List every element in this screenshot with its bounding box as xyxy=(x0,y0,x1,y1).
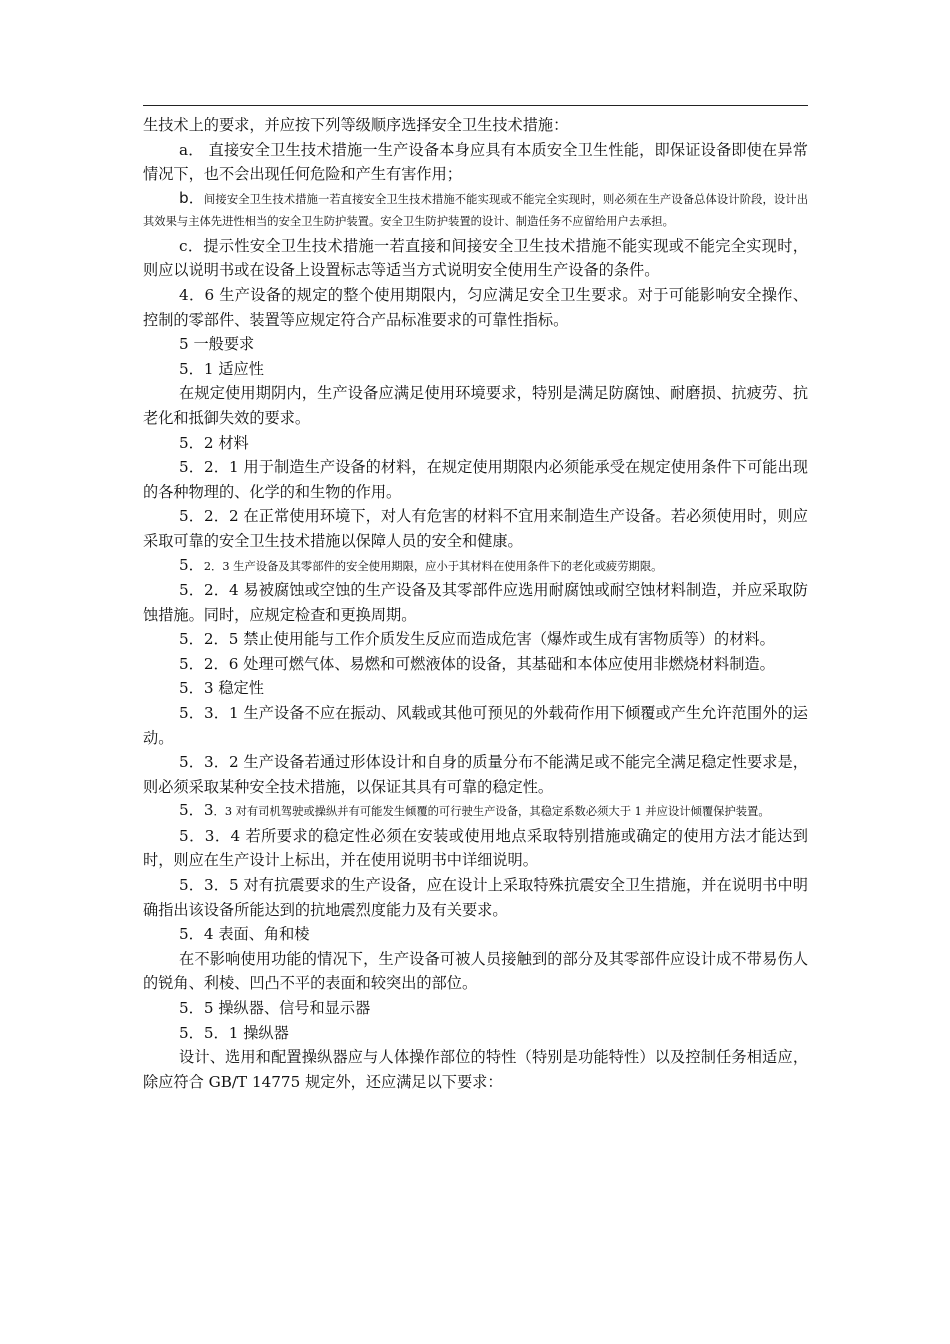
paragraph: 生技术上的要求，并应按下列等级顺序选择安全卫生技术措施： xyxy=(143,116,569,134)
paragraph: 5．2．2 在正常使用环境下，对人有危害的材料不宜用来制造生产设备。若必须使用时，则应采取可靠的安全卫生技术措施以保障人员的安全和健康。 xyxy=(143,507,808,550)
paragraph: 5．3．1 生产设备不应在振动、风载或其他可预见的外载荷作用下倾覆或产生允许范围外的运动。 xyxy=(143,703,808,747)
section-heading: 5．4 表面、角和棱 xyxy=(179,925,310,944)
paragraph-text: ．3 对有司机驾驶或操纵并有可能发生倾覆的可行驶生产设备，其稳定系数必须大于 1 并应设计倾覆保护装置。 xyxy=(213,805,770,819)
paragraph: 5．2．4 易被腐蚀或空蚀的生产设备及其零部件应选用耐腐蚀或耐空蚀材料制造，并应采取防蚀措施。同时，应规定检查和更换周期。 xyxy=(143,581,808,624)
paragraph xyxy=(143,554,808,579)
paragraph: 在不影响使用功能的情况下，生产设备可被人员接触到的部分及其零部件应设计成不带易伤人的锐角、利棱、凹凸不平的表面和较突出的部位。 xyxy=(143,949,808,993)
paragraph: 设计、选用和配置操纵器应与人体操作部位的特性（特别是功能特性）以及控制任务相适应，除应符合 GB/T 14775 规定外，还应满足以下要求： xyxy=(143,1048,808,1091)
paragraph-text: 2．3 生产设备及其零部件的安全使用期限，应小于其材料在使用条件下的老化或疲劳期限。 xyxy=(203,559,663,573)
section-heading: 5．5．1 操纵器 xyxy=(179,1023,289,1042)
section-heading: 5．5 操纵器、信号和显示器 xyxy=(179,999,371,1017)
paragraph: 5．3．2 生产设备若通过形体设计和自身的质量分布不能满足或不能完全满足稳定性要求是，则必须采取某种安全技术措施，以保证其具有可靠的稳定性。 xyxy=(143,753,808,796)
paragraph: 5．3．4 若所要求的稳定性必须在安装或使用地点采取特别措施或确定的使用方法才能达到时，则应在生产设计上标出，并在使用说明书中详细说明。 xyxy=(143,826,808,870)
paragraph-lead: 5．3 xyxy=(179,801,214,820)
paragraph: 5．2．1 用于制造生产设备的材料，在规定使用期限内必须能承受在规定使用条件下可能出现的各种物理的、化学的和生物的作用。 xyxy=(143,458,808,501)
paragraph-lead: b． xyxy=(179,188,205,207)
paragraph-lead: 5． xyxy=(179,555,204,574)
paragraph xyxy=(143,187,808,234)
paragraph: a． 直接安全卫生技术措施一生产设备本身应具有本质安全卫生性能，即保证设备即使在异常情况下，也不会出现任何危险和产生有害作用； xyxy=(143,140,808,184)
paragraph: 5．2．5 禁止使用能与工作介质发生反应而造成危害（爆炸或生成有害物质等）的材料。 xyxy=(179,630,775,649)
paragraph: c．提示性安全卫生技术措施一若直接和间接安全卫生技术措施不能实现或不能完全实现时，则应以说明书或在设备上设置标志等适当方式说明安全使用生产设备的条件。 xyxy=(143,236,808,280)
paragraph: 在规定使用期阴内，生产设备应满足使用环境要求，特别是满足防腐蚀、耐磨损、抗疲劳、抗老化和抵御失效的要求。 xyxy=(143,384,808,427)
paragraph-text: 间接安全卫生技术措施一若直接安全卫生技术措施不能实现或不能完全实现时，则必须在生产设备总体设计阶段，设计出其效果与主体先进性相当的安全卫生防护装置。安全卫生防护装置的设计、制造任务不应留给用户去承担。 xyxy=(143,192,808,229)
section-heading: 5．3 稳定性 xyxy=(179,679,264,698)
section-heading: 5．2 材料 xyxy=(179,433,249,452)
section-heading: 5 一般要求 xyxy=(179,335,255,354)
paragraph: 4．6 生产设备的规定的整个使用期限内，匀应满足安全卫生要求。对于可能影响安全操作、控制的零部件、装置等应规定符合产品标准要求的可靠性指标。 xyxy=(143,285,808,329)
paragraph: 5．3．5 对有抗震要求的生产设备，应在设计上采取特殊抗震安全卫生措施，并在说明书中明确指出该设备所能达到的抗地震烈度能力及有关要求。 xyxy=(143,876,808,919)
section-heading: 5．1 适应性 xyxy=(179,359,264,378)
document-body xyxy=(143,113,808,1094)
paragraph xyxy=(143,799,808,824)
paragraph: 5．2．6 处理可燃气体、易燃和可燃液体的设备，其基础和本体应使用非燃烧材料制造。 xyxy=(179,654,775,673)
header-rule xyxy=(143,105,808,106)
